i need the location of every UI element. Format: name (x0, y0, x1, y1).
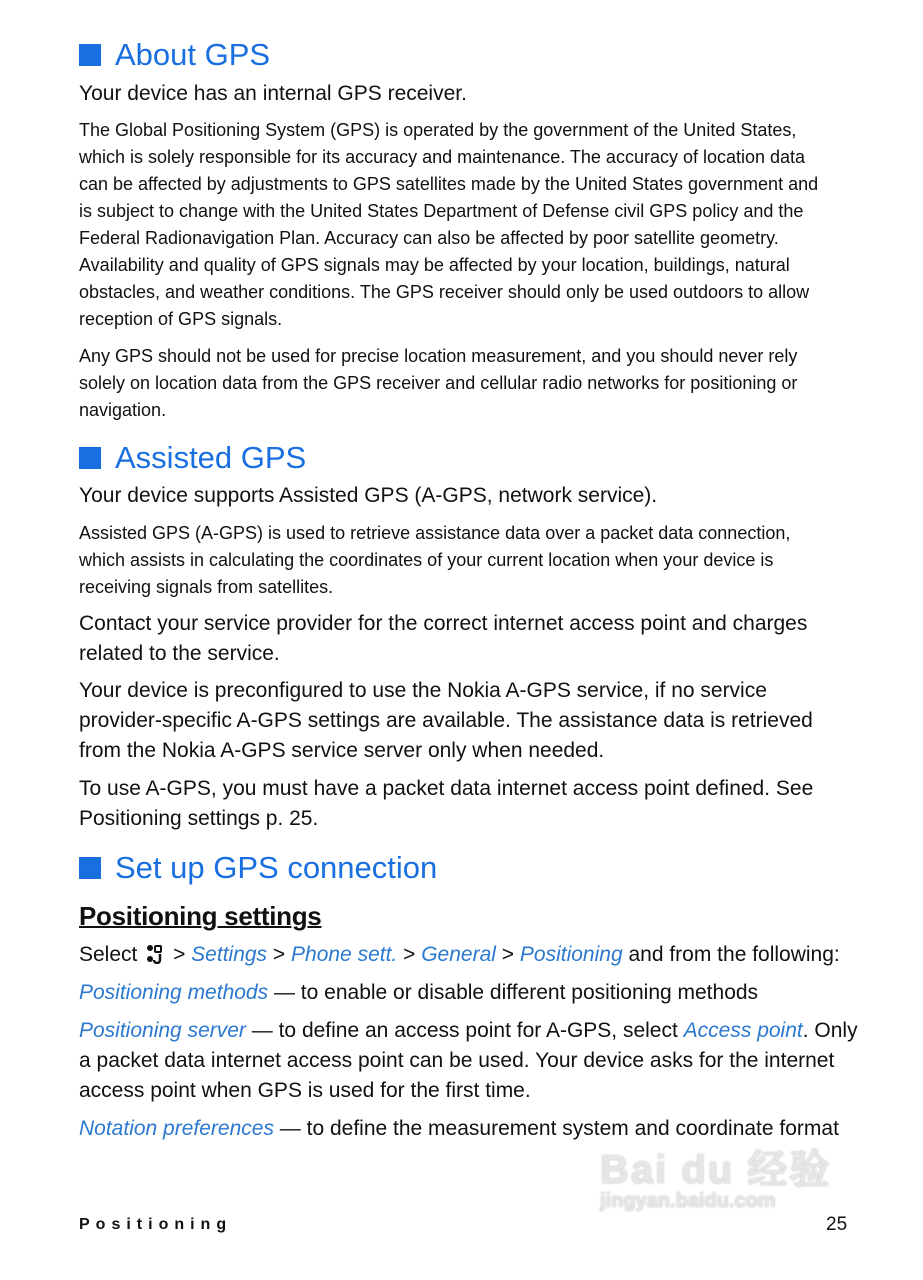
option-description: — to define the measurement system and coordinate format (279, 1117, 839, 1140)
watermark-url: jingyan.baidu.com (600, 1190, 776, 1212)
assisted-p3-line: from the Nokia A-GPS service server only when needed. (79, 739, 605, 762)
about-p1-line: reception of GPS signals. (79, 309, 283, 329)
section-square-icon (79, 44, 101, 66)
assisted-p2-line: Contact your service provider for the correct internet access point and charges (79, 612, 808, 635)
link-positioning-methods[interactable]: Positioning methods (79, 981, 269, 1004)
option-positioning-server (79, 1016, 858, 1046)
about-p2-line: Any GPS should not be used for precise location measurement, and you should never rely (79, 346, 798, 366)
option-description: — to enable or disable different positioning methods (273, 981, 759, 1004)
about-p1-line: which is solely responsible for its accuracy and maintenance. The accuracy of location data (79, 147, 806, 167)
baidu-watermark (600, 1150, 831, 1212)
link-positioning[interactable]: Positioning (519, 943, 623, 966)
assisted-p1-line: Assisted GPS (A-GPS) is used to retrieve assistance data over a packet data connection, (79, 523, 791, 543)
about-p2-line: navigation. (79, 400, 167, 420)
assisted-p3-line: Your device is preconfigured to use the Nokia A-GPS service, if no service (79, 679, 767, 702)
server-line: a packet data internet access point can be used. Your device asks for the internet (79, 1049, 835, 1072)
assisted-p1-line: which assists in calculating the coordinates of your current location when your device is (79, 550, 774, 570)
assisted-p3-line: provider-specific A-GPS settings are available. The assistance data is retrieved (79, 709, 813, 732)
heading-assisted-gps (79, 438, 306, 478)
heading-set-up-gps (79, 848, 437, 888)
watermark-brand: Bai du 经验 (600, 1148, 832, 1192)
select-path-line (79, 940, 840, 970)
assisted-p4-line: To use A-GPS, you must have a packet data internet access point defined. See (79, 777, 814, 800)
link-notation-preferences[interactable]: Notation preferences (79, 1117, 274, 1140)
about-p1-line: The Global Positioning System (GPS) is operated by the government of the United States, (79, 120, 797, 140)
link-access-point[interactable]: Access point (683, 1019, 803, 1042)
select-post-text: and from the following: (628, 943, 840, 966)
assisted-intro: Your device supports Assisted GPS (A-GPS, network service). (79, 484, 658, 507)
section-square-icon (79, 447, 101, 469)
about-p2-line: solely on location data from the GPS receiver and cellular radio networks for positioning or (79, 373, 798, 393)
page-number: 25 (826, 1214, 848, 1235)
about-p1-line: can be affected by adjustments to GPS satellites made by the United States government and (79, 174, 819, 194)
separator: > (272, 943, 286, 966)
about-p1-line: Availability and quality of GPS signals may be affected by your location, buildings, natural (79, 255, 790, 275)
link-settings[interactable]: Settings (191, 943, 268, 966)
separator: > (501, 943, 515, 966)
separator: > (173, 943, 186, 966)
select-text: Select (79, 943, 138, 966)
link-positioning-server[interactable]: Positioning server (79, 1019, 246, 1042)
option-notation-preferences (79, 1114, 839, 1144)
about-p1-line: is subject to change with the United States Department of Defense civil GPS policy and the (79, 201, 804, 221)
subheading-positioning-settings: Positioning settings (79, 901, 322, 931)
about-p1-line: Federal Radionavigation Plan. Accuracy can also be affected by poor satellite geometry. (79, 228, 779, 248)
heading-text: Assisted GPS (115, 440, 307, 475)
link-general[interactable]: General (421, 943, 496, 966)
option-description-end: . Only (802, 1019, 858, 1042)
server-line: access point when GPS is used for the first time. (79, 1079, 531, 1102)
option-positioning-methods (79, 978, 758, 1008)
separator: > (403, 943, 416, 966)
heading-text: About GPS (115, 37, 271, 72)
option-description: — to define an access point for A-GPS, select (251, 1019, 678, 1042)
heading-about-gps (79, 35, 270, 75)
about-intro: Your device has an internal GPS receiver. (79, 82, 467, 105)
heading-text: Set up GPS connection (115, 850, 438, 885)
menu-key-icon (146, 944, 164, 964)
assisted-p2-line: related to the service. (79, 642, 280, 665)
link-phone-sett[interactable]: Phone sett. (291, 943, 398, 966)
about-p1-line: obstacles, and weather conditions. The GPS receiver should only be used outdoors to allow (79, 282, 810, 302)
footer-chapter: Positioning (79, 1216, 233, 1233)
assisted-p1-line: receiving signals from satellites. (79, 577, 334, 597)
section-square-icon (79, 857, 101, 879)
assisted-p4-line: Positioning settings p. 25. (79, 807, 319, 830)
